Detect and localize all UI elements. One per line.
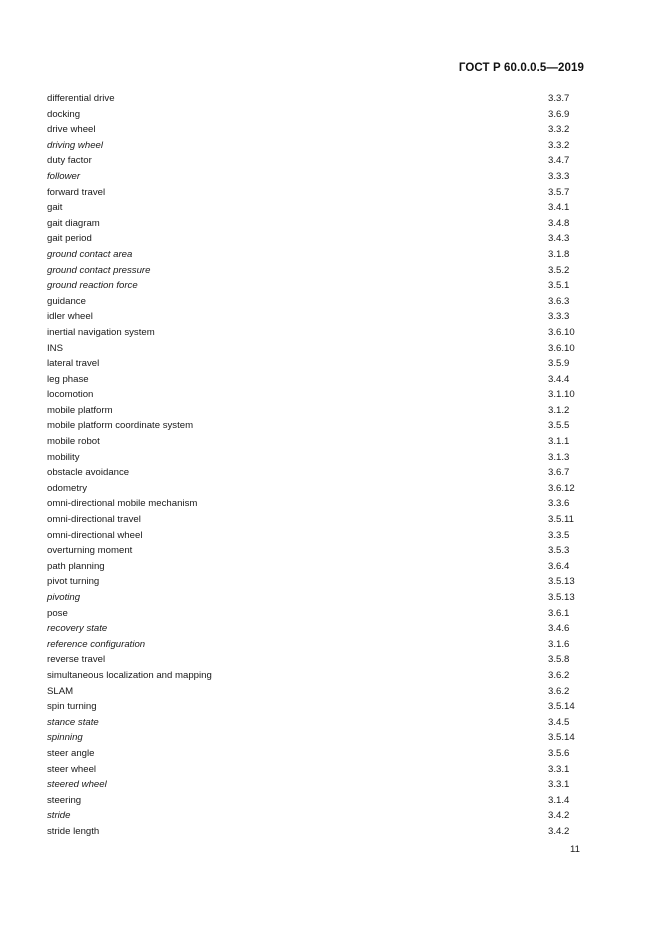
index-reference: 3.3.5 [548, 529, 570, 541]
index-entry [47, 808, 578, 824]
index-term: odometry [47, 482, 87, 494]
index-entry [47, 372, 578, 388]
index-entry [47, 325, 578, 341]
index-entry [47, 465, 578, 481]
index-reference: 3.6.7 [548, 467, 570, 479]
term-index-list [47, 91, 578, 840]
index-term: pivoting [47, 592, 81, 603]
index-reference: 3.5.14 [548, 701, 575, 713]
index-entry [47, 294, 578, 310]
index-entry [47, 387, 578, 403]
index-entry [47, 169, 578, 185]
index-term: obstacle avoidance [47, 467, 130, 479]
index-entry [47, 824, 578, 840]
index-entry [47, 590, 578, 606]
index-reference: 3.1.4 [548, 794, 570, 806]
index-term: idler wheel [47, 311, 93, 323]
index-term: mobile platform [47, 404, 113, 416]
index-reference: 3.6.12 [548, 482, 575, 494]
index-term: follower [47, 170, 81, 182]
index-term: ground contact area [47, 248, 133, 260]
index-term: gait diagram [47, 217, 100, 229]
index-entry [47, 309, 578, 325]
index-term: gait period [47, 233, 92, 245]
index-entry [47, 107, 578, 123]
index-term: omni-directional mobile mechanism [47, 498, 198, 510]
index-reference: 3.1.2 [548, 404, 570, 416]
index-reference: 3.4.5 [548, 716, 570, 728]
index-term: steer wheel [47, 763, 97, 775]
index-term: spin turning [47, 701, 97, 713]
index-reference: 3.4.2 [548, 810, 570, 822]
index-entry [47, 91, 578, 107]
index-reference: 3.3.6 [548, 498, 570, 510]
index-entry [47, 496, 578, 512]
index-term: INS [47, 342, 63, 354]
index-entry [47, 278, 578, 294]
index-reference: 3.6.10 [548, 342, 575, 354]
index-entry [47, 185, 578, 201]
index-entry [47, 793, 578, 809]
index-term: gait [47, 202, 63, 214]
index-reference: 3.6.9 [548, 108, 570, 120]
index-term: mobility [47, 451, 80, 463]
index-entry [47, 606, 578, 622]
index-entry [47, 528, 578, 544]
index-reference: 3.5.8 [548, 654, 570, 666]
index-term: stride length [47, 825, 100, 837]
index-reference: 3.3.1 [548, 779, 570, 791]
index-term: overturning moment [47, 545, 133, 557]
index-term: ground contact pressure [47, 264, 151, 276]
index-reference: 3.3.2 [548, 139, 570, 151]
index-reference: 3.5.1 [548, 280, 570, 292]
index-reference: 3.4.4 [548, 373, 570, 385]
standard-code-header: ГОСТ Р 60.0.0.5—2019 [458, 62, 584, 74]
index-term: leg phase [47, 373, 89, 385]
index-term: path planning [47, 560, 105, 572]
index-term: omni-directional wheel [47, 529, 143, 541]
index-term: inertial navigation system [47, 326, 155, 338]
index-reference: 3.1.6 [548, 638, 570, 650]
index-term: steer angle [47, 747, 95, 759]
index-reference: 3.5.13 [548, 592, 575, 603]
index-term: docking [47, 108, 81, 120]
index-reference: 3.3.7 [548, 93, 570, 104]
index-entry [47, 684, 578, 700]
index-term: locomotion [47, 389, 94, 401]
index-reference: 3.5.7 [548, 186, 570, 198]
index-reference: 3.6.3 [548, 295, 570, 307]
index-reference: 3.6.2 [548, 669, 570, 681]
index-entry [47, 247, 578, 263]
index-term: stride [47, 810, 71, 822]
index-entry [47, 216, 578, 232]
index-entry [47, 543, 578, 559]
index-entry [47, 122, 578, 138]
index-entry [47, 730, 578, 746]
index-term: reference configuration [47, 638, 146, 650]
index-entry [47, 231, 578, 247]
index-reference: 3.6.2 [548, 685, 570, 697]
index-term: steering [47, 794, 82, 806]
index-entry [47, 341, 578, 357]
index-reference: 3.6.1 [548, 607, 570, 619]
index-term: omni-directional travel [47, 514, 141, 526]
index-reference: 3.4.8 [548, 217, 570, 229]
index-entry [47, 512, 578, 528]
index-entry [47, 450, 578, 466]
index-reference: 3.5.3 [548, 545, 570, 557]
index-entry [47, 746, 578, 762]
index-reference: 3.1.8 [548, 248, 570, 260]
index-entry [47, 637, 578, 653]
index-reference: 3.5.11 [548, 514, 574, 526]
index-term: pose [47, 607, 68, 619]
index-term: lateral travel [47, 358, 100, 370]
index-reference: 3.6.10 [548, 326, 575, 338]
index-entry [47, 668, 578, 684]
index-entry [47, 200, 578, 216]
index-entry [47, 481, 578, 497]
index-entry [47, 777, 578, 793]
index-entry [47, 652, 578, 668]
index-term: forward travel [47, 186, 106, 198]
index-entry [47, 699, 578, 715]
index-term: differential drive [47, 93, 115, 104]
index-term: pivot turning [47, 576, 100, 588]
index-reference: 3.5.5 [548, 420, 570, 432]
index-reference: 3.6.4 [548, 560, 570, 572]
index-term: spinning [47, 732, 83, 744]
index-term: steered wheel [47, 779, 107, 791]
index-reference: 3.3.3 [548, 170, 570, 182]
index-term: ground reaction force [47, 280, 138, 292]
index-entry [47, 621, 578, 637]
index-entry [47, 138, 578, 154]
index-term: guidance [47, 295, 86, 307]
index-entry [47, 715, 578, 731]
index-reference: 3.1.10 [548, 389, 575, 401]
index-reference: 3.1.3 [548, 451, 570, 463]
index-entry [47, 574, 578, 590]
index-term: duty factor [47, 155, 92, 167]
index-term: simultaneous localization and mapping [47, 669, 212, 681]
index-reference: 3.3.1 [548, 763, 570, 775]
index-term: mobile platform coordinate system [47, 420, 194, 432]
index-term: mobile robot [47, 436, 100, 448]
index-term: driving wheel [47, 139, 103, 151]
index-entry [47, 418, 578, 434]
index-entry [47, 762, 578, 778]
index-reference: 3.5.13 [548, 576, 575, 588]
page-number: 11 [570, 844, 580, 855]
index-reference: 3.4.6 [548, 623, 570, 635]
index-reference: 3.5.9 [548, 358, 570, 370]
index-term: recovery state [47, 623, 108, 635]
index-reference: 3.5.2 [548, 264, 570, 276]
index-reference: 3.4.3 [548, 233, 570, 245]
index-reference: 3.4.1 [548, 202, 570, 214]
index-reference: 3.5.6 [548, 747, 570, 759]
index-entry [47, 153, 578, 169]
index-term: drive wheel [47, 124, 96, 136]
index-entry [47, 263, 578, 279]
index-entry [47, 434, 578, 450]
index-reference: 3.5.14 [548, 732, 575, 744]
index-term: SLAM [47, 685, 74, 697]
index-reference: 3.1.1 [548, 436, 570, 448]
index-entry [47, 559, 578, 575]
index-term: stance state [47, 716, 99, 728]
index-reference: 3.4.2 [548, 825, 570, 837]
index-reference: 3.3.3 [548, 311, 570, 323]
index-reference: 3.4.7 [548, 155, 570, 167]
index-term: reverse travel [47, 654, 106, 666]
index-entry [47, 356, 578, 372]
index-entry [47, 403, 578, 419]
index-reference: 3.3.2 [548, 124, 570, 136]
